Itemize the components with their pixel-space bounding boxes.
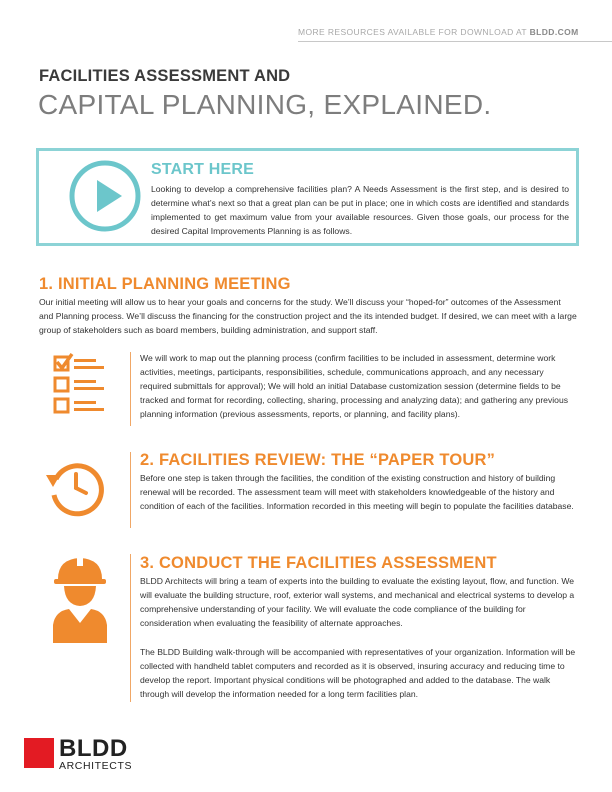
resources-banner xyxy=(298,27,582,37)
play-icon xyxy=(66,157,144,235)
section2-heading: 2. FACILITIES REVIEW: THE “PAPER TOUR” xyxy=(140,451,496,469)
section3-body-2: The BLDD Building walk-through will be accompanied with representatives of your organization. Information will be collected with handheld tablet computers and recorded as it is observed, insuring accuracy and reducing time to develop the report. Important physical conditions will be photographed and added to the database. The walk through will develop the information needed for a long term facilities plan. xyxy=(140,647,576,699)
section1-body: Our initial meeting will allow us to hear your goals and concerns for the study. We’ll discuss your “hoped-for” outcomes of the Assessment and Planning process. We’ll discuss the financing for the construction project and the its intended budget. If desired, we can meet with a large group of stakeholders such as board members, building administration, and support staff. xyxy=(39,297,577,335)
construction-worker-icon xyxy=(51,553,109,645)
logo-mark xyxy=(24,738,54,768)
banner-divider xyxy=(298,41,612,42)
page-title-line2: CAPITAL PLANNING, EXPLAINED. xyxy=(38,89,492,120)
section3-heading: 3. CONDUCT THE FACILITIES ASSESSMENT xyxy=(140,554,497,572)
section3-body: BLDD Architects will bring a team of experts into the building to evaluate the existing layout, flow, and function. We will evaluate the building structure, roof, exterior wall systems, and mechanical and electrical systems to develop a comprehensive understanding of your facility. We will evaluate the code compliance of the building for consideration when evaluating the feasibility of alternate approaches. xyxy=(140,576,575,628)
start-here-body: Looking to develop a comprehensive facilities plan? A Needs Assessment is the first step, and is desired to determine what’s next so that a great plan can be put in place; one in which costs are identified and standards implemented to get maximum value from your available resources. Given those goals, our process for the desired Capital Improvements Planning is as follows. xyxy=(151,184,569,236)
page-title-line1: FACILITIES ASSESSMENT AND xyxy=(39,67,291,85)
section3-divider xyxy=(130,554,131,702)
start-here-box xyxy=(36,148,579,246)
banner-link[interactable]: BLDD.COM xyxy=(529,27,579,37)
logo-subtitle: ARCHITECTS xyxy=(59,760,133,772)
section2-divider xyxy=(130,452,131,528)
banner-text: MORE RESOURCES AVAILABLE FOR DOWNLOAD AT xyxy=(298,27,530,37)
checklist-icon xyxy=(52,352,110,416)
section2-body: Before one step is taken through the facilities, the condition of the existing construction and history of building renewal will be recorded. The assessment team will meet with stakeholders knowledgeable of the history and condition of each of the facilities. Information recorded in this meeting will begin to populate the facilities database. xyxy=(140,473,574,511)
section1-divider xyxy=(130,352,131,426)
section1-detail: We will work to map out the planning process (confirm facilities to be included in assessment, determine work activities, meetings, participants, responsibilities, schedule, communications approach, and any necessary required submittals for approval); We will hold an initial Database customization session (determine fields to be tracked and format for recording, collecting, sharing, processing and analyzing data); and gathering any previous planning information (previous assessments, reports, or planning, and facility plans). xyxy=(140,353,569,419)
start-here-heading: START HERE xyxy=(151,161,255,178)
logo-name: BLDD xyxy=(59,735,128,762)
section1-heading: 1. INITIAL PLANNING MEETING xyxy=(39,275,291,293)
clock-history-icon xyxy=(44,455,106,517)
